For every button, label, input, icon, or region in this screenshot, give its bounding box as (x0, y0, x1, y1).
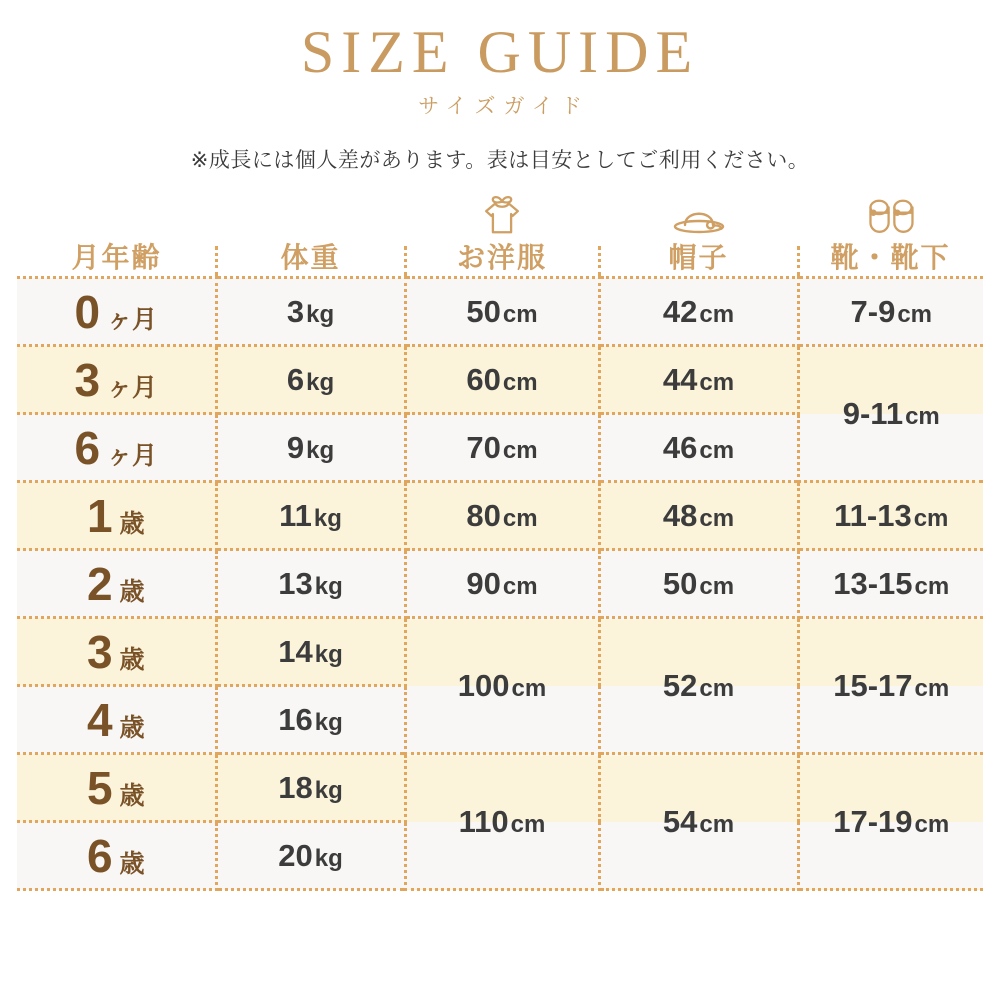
column-header-shoes-label: 靴・靴下 (830, 242, 951, 274)
table-row (17, 754, 983, 822)
hat-cell: 44cm (599, 346, 798, 414)
disclaimer-note: ※成長には個人差があります。表は目安としてご利用ください。 (190, 149, 810, 172)
column-header-age-label: 月年齢 (71, 242, 162, 274)
hat-cell: 46cm (599, 414, 798, 482)
clothes-cell: 80cm (405, 482, 599, 550)
table-row (17, 618, 983, 686)
page-title: SIZE GUIDE (300, 19, 700, 85)
column-header-hat-label: 帽子 (668, 242, 729, 274)
clothes-cell-merged: 100cm (405, 618, 599, 754)
hat-cell-merged: 54cm (599, 754, 798, 890)
hat-cell: 42cm (599, 278, 798, 346)
shoes-cell-merged: 17-19cm (798, 754, 983, 890)
clothes-cell: 90cm (405, 550, 599, 618)
page-subtitle: サイズガイド (418, 95, 590, 118)
table-header-row (17, 188, 983, 276)
table-row (17, 346, 983, 414)
column-header-hat (599, 188, 798, 276)
shoes-icon (866, 196, 916, 238)
weight-cell: 14kg (216, 618, 405, 686)
age-cell: 5 歳 (17, 754, 216, 822)
column-header-weight-label: 体重 (280, 242, 341, 274)
hat-cell: 50cm (599, 550, 798, 618)
hat-icon (668, 198, 730, 238)
column-header-weight (216, 188, 405, 276)
weight-cell: 3kg (216, 278, 405, 346)
hat-cell-merged: 52cm (599, 618, 798, 754)
table-row (17, 278, 983, 346)
weight-cell: 11kg (216, 482, 405, 550)
shoes-cell: 11-13cm (798, 482, 983, 550)
weight-cell: 9kg (216, 414, 405, 482)
column-header-age (17, 188, 216, 276)
clothes-cell: 70cm (405, 414, 599, 482)
weight-cell: 18kg (216, 754, 405, 822)
table-row (17, 550, 983, 618)
shoes-cell: 7-9cm (798, 278, 983, 346)
clothes-cell: 50cm (405, 278, 599, 346)
table-row (17, 482, 983, 550)
age-cell: 3 ヶ月 (17, 346, 216, 414)
column-header-shoes (798, 188, 983, 276)
weight-cell: 13kg (216, 550, 405, 618)
clothes-cell: 60cm (405, 346, 599, 414)
weight-cell: 16kg (216, 686, 405, 754)
age-cell: 0 ヶ月 (17, 278, 216, 346)
size-table (17, 276, 983, 891)
hat-cell: 48cm (599, 482, 798, 550)
age-cell: 2 歳 (17, 550, 216, 618)
age-cell: 1 歳 (17, 482, 216, 550)
age-cell: 4 歳 (17, 686, 216, 754)
age-cell: 3 歳 (17, 618, 216, 686)
shoes-cell-merged: 15-17cm (798, 618, 983, 754)
age-cell: 6 ヶ月 (17, 414, 216, 482)
shoes-cell: 13-15cm (798, 550, 983, 618)
column-header-clothes-label: お洋服 (456, 242, 547, 274)
shoes-cell-merged: 9-11cm (798, 346, 983, 482)
weight-cell: 6kg (216, 346, 405, 414)
clothes-cell-merged: 110cm (405, 754, 599, 890)
column-header-clothes (405, 188, 599, 276)
age-cell: 6 歳 (17, 822, 216, 890)
dress-icon (479, 192, 525, 238)
weight-cell: 20kg (216, 822, 405, 890)
